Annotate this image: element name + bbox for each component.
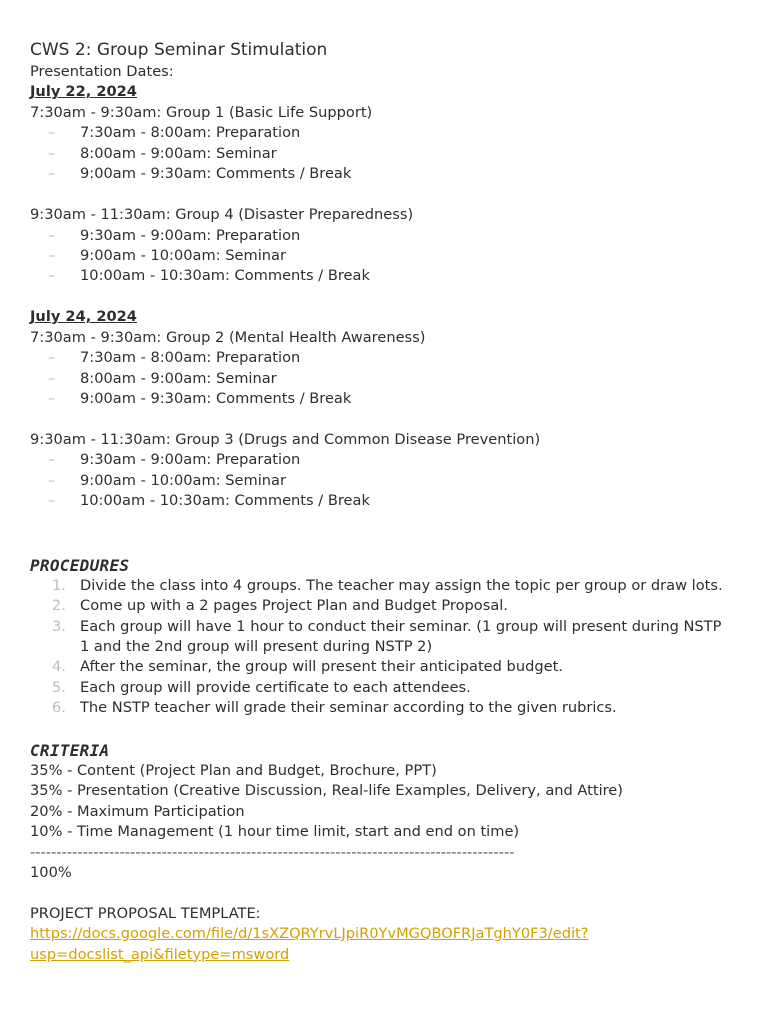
criteria-item: 10% - Time Management (1 hour time limit, start and end on time) xyxy=(30,823,520,841)
schedule-item-text: 7:30am - 8:00am: Preparation xyxy=(80,349,301,367)
dash-bullet: – xyxy=(48,246,56,264)
template-link[interactable] xyxy=(30,924,650,965)
procedure-text: Come up with a 2 pages Project Plan and Budget Proposal. xyxy=(80,597,508,615)
schedule-item-text: 8:00am - 9:00am: Seminar xyxy=(80,144,277,162)
schedule-item-text: 10:00am - 10:30am: Comments / Break xyxy=(80,267,370,285)
schedule-item xyxy=(30,369,740,389)
criteria-item: 35% - Content (Project Plan and Budget, Brochure, PPT) xyxy=(30,761,437,779)
day-date: July 24, 2024 xyxy=(30,308,137,326)
dash-bullet: – xyxy=(48,492,56,510)
procedure-number: 4. xyxy=(52,658,66,676)
schedule-item xyxy=(30,471,740,491)
schedule-item xyxy=(30,226,740,246)
dash-bullet: – xyxy=(48,349,56,367)
schedule-item xyxy=(30,144,740,164)
document-page xyxy=(30,38,740,965)
spacer xyxy=(30,512,740,556)
dash-bullet: – xyxy=(48,144,56,162)
schedule-item-text: 8:00am - 9:00am: Seminar xyxy=(80,369,277,387)
schedule-item-text: 9:30am - 9:00am: Preparation xyxy=(80,451,301,469)
document-title: CWS 2: Group Seminar Stimulation xyxy=(30,40,328,60)
procedure-number: 6. xyxy=(52,699,66,717)
procedure-item xyxy=(30,698,740,718)
procedure-text: Each group will have 1 hour to conduct their seminar. (1 group will present during NSTP 1 and the 2nd group will present during NSTP 2) xyxy=(80,617,722,655)
procedure-item xyxy=(30,657,740,677)
group-heading: 7:30am - 9:30am: Group 1 (Basic Life Support) xyxy=(30,103,373,121)
schedule-item-text: 9:30am - 9:00am: Preparation xyxy=(80,226,301,244)
schedule-item xyxy=(30,389,740,409)
presentation-dates-label: Presentation Dates: xyxy=(30,63,174,80)
template-link-line-2[interactable]: usp=docslist_api&filetype=msword xyxy=(30,945,290,963)
procedure-item xyxy=(30,678,740,698)
group-heading: 9:30am - 11:30am: Group 3 (Drugs and Common Disease Prevention) xyxy=(30,430,541,448)
template-link-line-1[interactable]: https://docs.google.com/file/d/1sXZQRYrvLJpiR0YvMGQBOFRJaTghY0F3/edit? xyxy=(30,925,589,943)
separator-line: -------------------------------------------------------------------------------------------- xyxy=(30,843,515,861)
procedure-text: The NSTP teacher will grade their seminar according to the given rubrics. xyxy=(80,699,617,717)
schedule-item-text: 9:00am - 9:30am: Comments / Break xyxy=(80,165,352,183)
schedule-item xyxy=(30,450,740,470)
template-label: PROJECT PROPOSAL TEMPLATE: xyxy=(30,904,261,922)
procedure-item xyxy=(30,617,740,658)
schedule-item xyxy=(30,348,740,368)
schedule-item-text: 9:00am - 10:00am: Seminar xyxy=(80,246,286,264)
schedule-item xyxy=(30,491,740,511)
group-heading: 9:30am - 11:30am: Group 4 (Disaster Preparedness) xyxy=(30,206,414,224)
schedule-item-text: 7:30am - 8:00am: Preparation xyxy=(80,124,301,142)
procedure-item xyxy=(30,596,740,616)
dash-bullet: – xyxy=(48,124,56,142)
dash-bullet: – xyxy=(48,369,56,387)
procedure-item xyxy=(30,576,740,596)
day-date: July 22, 2024 xyxy=(30,83,137,101)
procedure-text: Divide the class into 4 groups. The teacher may assign the topic per group or draw lots. xyxy=(80,576,723,594)
dash-bullet: – xyxy=(48,165,56,183)
procedure-text: After the seminar, the group will present their anticipated budget. xyxy=(80,658,563,676)
schedule-item xyxy=(30,164,740,184)
spacer xyxy=(30,287,740,307)
schedule-item xyxy=(30,246,740,266)
schedule-item-text: 9:00am - 9:30am: Comments / Break xyxy=(80,390,352,407)
spacer xyxy=(30,409,740,429)
criteria-heading: CRITERIA xyxy=(30,740,110,760)
procedure-number: 3. xyxy=(52,617,66,635)
dash-bullet: – xyxy=(48,451,56,469)
spacer xyxy=(30,719,740,741)
procedures-heading: PROCEDURES xyxy=(30,555,130,575)
schedule-item xyxy=(30,266,740,286)
dash-bullet: – xyxy=(48,226,56,244)
procedure-number: 2. xyxy=(52,597,66,615)
schedule-item-text: 10:00am - 10:30am: Comments / Break xyxy=(80,492,370,510)
criteria-item: 35% - Presentation (Creative Discussion, Real-life Examples, Delivery, and Attire) xyxy=(30,782,623,800)
criteria-item: 20% - Maximum Participation xyxy=(30,802,245,820)
schedule-item-text: 9:00am - 10:00am: Seminar xyxy=(80,471,286,489)
procedure-text: Each group will provide certificate to each attendees. xyxy=(80,678,471,696)
spacer xyxy=(30,185,740,205)
spacer xyxy=(30,883,740,903)
dash-bullet: – xyxy=(48,267,56,285)
schedule-item xyxy=(30,123,740,143)
procedure-number: 5. xyxy=(52,678,66,696)
procedure-number: 1. xyxy=(52,576,66,594)
procedures-list xyxy=(30,576,740,719)
dash-bullet: – xyxy=(48,471,56,489)
criteria-total: 100% xyxy=(30,863,72,881)
dash-bullet: – xyxy=(48,390,56,407)
group-heading: 7:30am - 9:30am: Group 2 (Mental Health Awareness) xyxy=(30,328,426,346)
